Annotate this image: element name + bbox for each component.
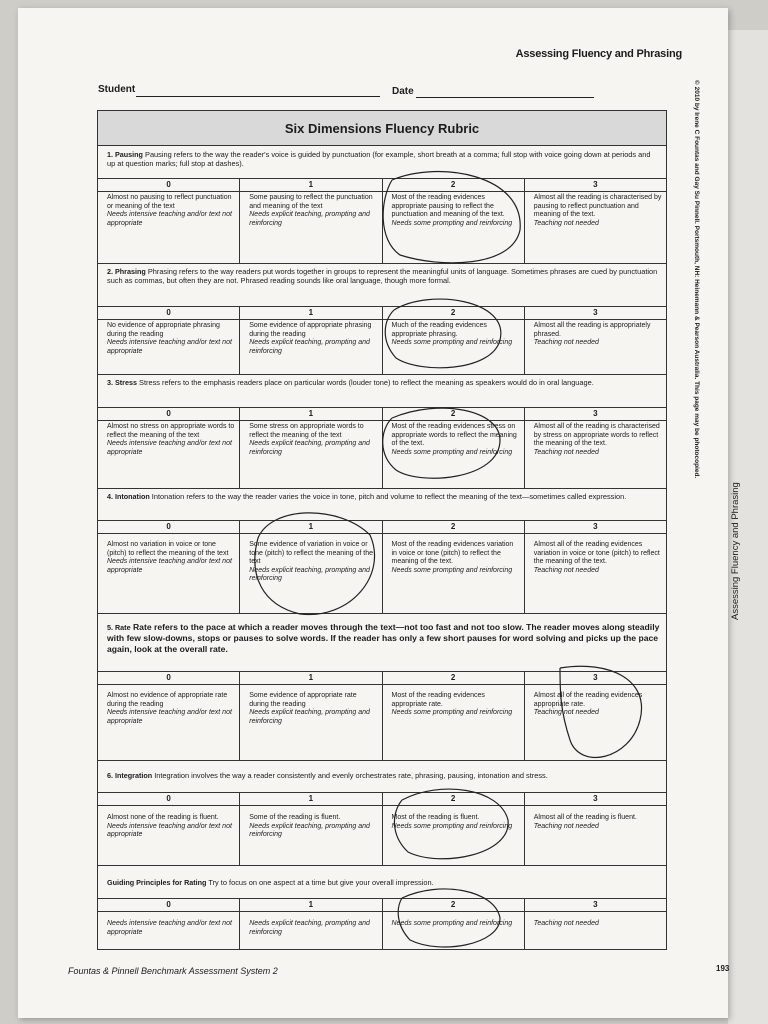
rating-cell: Almost all of the reading evidences variation in voice or tone (pitch) to reflect the meaning of the text. Teaching not needed	[533, 541, 660, 574]
rating-cell: Almost no pausing to reflect punctuation or meaning of the text Needs intensive teaching and/or text not appropriate	[98, 191, 240, 263]
score-2: 2	[383, 521, 525, 533]
section-phrasing	[98, 263, 666, 308]
date-field-line	[416, 97, 594, 98]
rating-cell: Needs intensive teaching and/or text not appropriate	[98, 911, 240, 949]
rating-cell: Most of the reading evidences appropriate rate. Needs some prompting and reinforcing	[383, 684, 525, 760]
score-3: 3	[593, 308, 598, 317]
score-1: 1	[240, 672, 382, 684]
section-guiding-principles	[98, 865, 666, 899]
rating-row-rate	[98, 684, 666, 760]
rubric-table	[97, 110, 667, 950]
score-header-row	[98, 306, 666, 320]
score-0: 0	[98, 672, 240, 684]
rating-cell: Some stress on appropriate words to reflect the meaning of the text Needs explicit teaching, prompting and reinforcing	[240, 420, 382, 488]
student-field-line	[136, 96, 380, 97]
section-pausing	[98, 147, 666, 168]
rating-cell: Almost none of the reading is fluent. Needs intensive teaching and/or text not appropriate	[98, 805, 240, 865]
page-number: 193	[716, 964, 730, 973]
rating-cell: Almost no evidence of appropriate rate during the reading Needs intensive teaching and/or text not appropriate	[98, 684, 240, 760]
rating-cell: Some of the reading is fluent. Needs explicit teaching, prompting and reinforcing	[240, 805, 382, 865]
student-label: Student	[98, 84, 136, 95]
score-3: 3	[593, 794, 598, 803]
score-0: 0	[98, 793, 240, 805]
section-description: Guiding Principles for Rating Try to focus on one aspect at a time but give your overall impression.	[107, 878, 434, 887]
rating-cell: No evidence of appropriate phrasing during the reading Needs intensive teaching and/or text not appropriate	[98, 319, 240, 374]
section-integration	[98, 760, 666, 793]
score-0: 0	[98, 521, 240, 533]
rubric-title: Six Dimensions Fluency Rubric	[98, 111, 666, 146]
section-description: 3. Stress Stress refers to the emphasis readers place on particular words (louder tone) to reflect the meaning as speakers would do in oral language.	[107, 378, 594, 387]
rating-row-integration	[98, 805, 666, 865]
score-3: 3	[593, 409, 598, 418]
score-header-row	[98, 407, 666, 421]
score-0: 0	[98, 179, 240, 191]
score-3: 3	[593, 180, 598, 189]
score-header-row	[98, 178, 666, 192]
side-tab: Assessing Fluency and Phrasing	[730, 482, 741, 620]
score-3: 3	[593, 522, 598, 531]
rating-cell: Almost no variation in voice or tone (pitch) to reflect the meaning of the text Needs intensive teaching and/or text not appropriate	[98, 533, 240, 613]
section-rate	[98, 613, 666, 671]
score-1: 1	[240, 408, 382, 420]
score-2: 2	[383, 179, 525, 191]
rating-cell: Almost all of the reading is characterised by stress on appropriate words to reflect the meaning of the text. Teaching not needed	[533, 423, 660, 456]
score-2: 2	[383, 408, 525, 420]
score-0: 0	[98, 408, 240, 420]
rating-row-stress	[98, 420, 666, 488]
footer-title: Fountas & Pinnell Benchmark Assessment System 2	[68, 966, 278, 976]
rating-cell: Almost all of the reading evidences appropriate rate. Teaching not needed	[533, 692, 643, 717]
copyright-notice: © 2010 by Irene C Fountas and Gay Su Pinnell. Portsmouth, NH: Heinemann & Pearson Australia. This page may be photocopied.	[693, 80, 700, 479]
rating-cell: Some pausing to reflect the punctuation and meaning of the text Needs explicit teaching, prompting and reinforcing	[240, 191, 382, 263]
score-3: 3	[593, 900, 598, 909]
rating-cell: Much of the reading evidences appropriate phrasing. Needs some prompting and reinforcing	[383, 319, 525, 374]
score-3: 3	[593, 673, 598, 682]
score-header-row	[98, 898, 666, 912]
score-1: 1	[240, 179, 382, 191]
score-1: 1	[240, 899, 382, 911]
section-description: 1. Pausing Pausing refers to the way the reader's voice is guided by punctuation (for example, short breath at a comma; full stop with voice going down at periods and up at question marks; full stop at dashes).	[107, 150, 651, 168]
section-description: 5. Rate Rate refers to the pace at which a reader moves through the text—not too fast and not too slow. The reader moves along steadily with few slow-downs, stops or pauses to solve words. If the reader has only a few short pauses for word solving and picks up the pace again, look at the overall rate.	[107, 622, 660, 654]
rating-cell: Most of the reading evidences appropriate pausing to reflect the punctuation and meaning of the text. Needs some prompting and reinforcing	[383, 191, 525, 263]
rating-row-phrasing	[98, 319, 666, 374]
score-header-row	[98, 792, 666, 806]
rating-row-guiding	[98, 911, 666, 949]
score-1: 1	[240, 521, 382, 533]
rating-cell: Almost all the reading is appropriately phrased. Teaching not needed	[533, 322, 651, 347]
rating-cell: Most of the reading evidences stress on appropriate words to reflect the meaning of the text. Needs some prompting and reinforcing	[383, 420, 525, 488]
score-2: 2	[383, 899, 525, 911]
rating-cell: Almost no stress on appropriate words to reflect the meaning of the text Needs intensive teaching and/or text not appropriate	[98, 420, 240, 488]
score-0: 0	[98, 899, 240, 911]
score-0: 0	[98, 307, 240, 319]
section-stress	[98, 374, 666, 408]
rating-cell: Needs some prompting and reinforcing	[383, 911, 525, 949]
rating-row-pausing	[98, 191, 666, 263]
section-description: 2. Phrasing Phrasing refers to the way readers put words together in groups to represent the meaningful units of language. Sometimes phrases are cued by punctuation such as commas, but often they are not. Phrased reading sounds like oral language, though more formal.	[107, 267, 658, 285]
rating-cell: Most of the reading evidences variation in voice or tone (pitch) to reflect the meaning of the text. Needs some prompting and reinforcing	[383, 533, 525, 613]
section-description: 6. Integration Integration involves the way a reader consistently and evenly orchestrates rate, phrasing, pausing, intonation and stress.	[107, 771, 548, 780]
score-header-row	[98, 520, 666, 534]
rating-cell: Some evidence of variation in voice or tone (pitch) to reflect the meaning of the text Needs explicit teaching, prompting and reinforcing	[240, 533, 382, 613]
rating-cell: Some evidence of appropriate rate during the reading Needs explicit teaching, prompting and reinforcing	[240, 684, 382, 760]
score-1: 1	[240, 307, 382, 319]
rating-cell: Teaching not needed	[533, 920, 599, 927]
score-1: 1	[240, 793, 382, 805]
section-description: 4. Intonation Intonation refers to the way the reader varies the voice in tone, pitch and volume to reflect the meaning of the text—sometimes called expression.	[107, 492, 627, 501]
section-intonation	[98, 488, 666, 521]
date-label: Date	[392, 86, 414, 97]
rating-cell: Almost all of the reading is fluent. Teaching not needed	[533, 814, 637, 830]
page-header-title: Assessing Fluency and Phrasing	[515, 48, 682, 60]
score-2: 2	[383, 307, 525, 319]
score-2: 2	[383, 793, 525, 805]
rating-cell: Almost all the reading is characterised by pausing to reflect punctuation and meaning of the text. Teaching not needed	[533, 194, 662, 227]
score-2: 2	[383, 672, 525, 684]
score-header-row	[98, 671, 666, 685]
rating-cell: Needs explicit teaching, prompting and reinforcing	[240, 911, 382, 949]
rating-row-intonation	[98, 533, 666, 613]
rating-cell: Most of the reading is fluent. Needs some prompting and reinforcing	[383, 805, 525, 865]
rating-cell: Some evidence of appropriate phrasing during the reading Needs explicit teaching, prompting and reinforcing	[240, 319, 382, 374]
